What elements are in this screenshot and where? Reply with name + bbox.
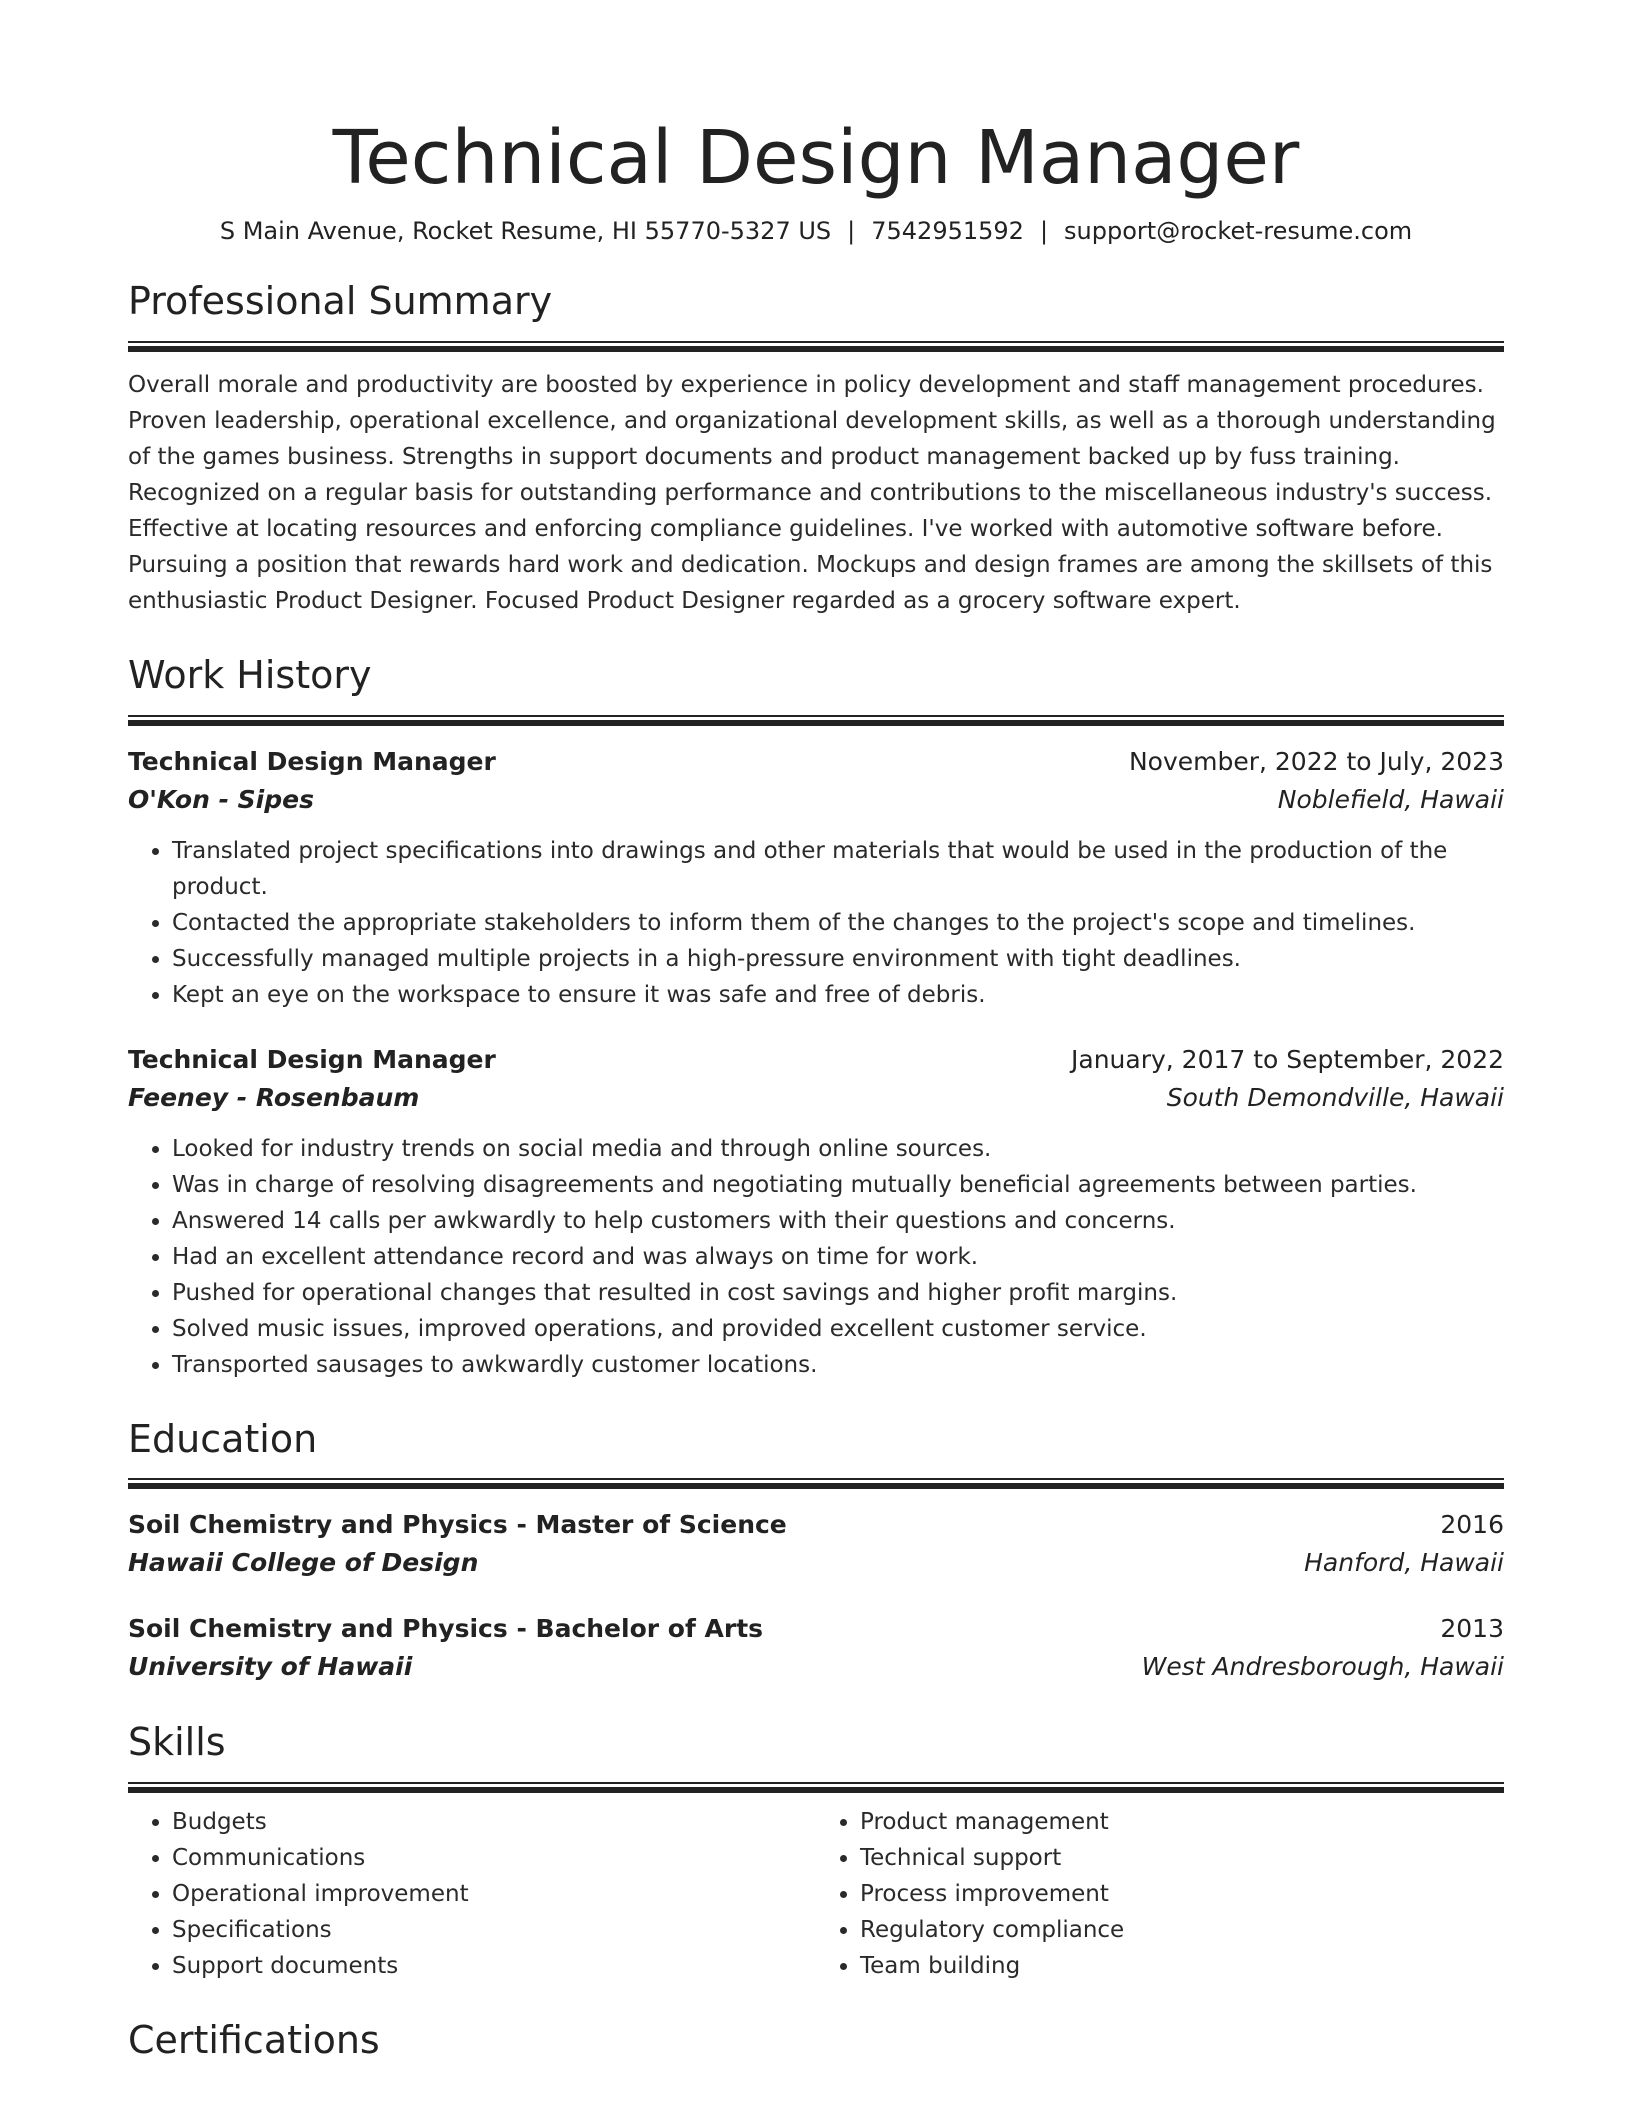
education-school-row	[128, 1648, 1504, 1686]
job-bullet: • Solved music issues, improved operations, and provided excellent customer service.	[172, 1311, 1504, 1347]
education-entry	[128, 1610, 1504, 1686]
job-location: Noblefield, Hawaii	[1277, 784, 1504, 814]
section-divider	[128, 715, 1504, 727]
skill-item: • Support documents	[172, 1948, 816, 1984]
education-location: West Andresborough, Hawaii	[1141, 1652, 1504, 1682]
work-history-section	[128, 653, 1504, 1383]
job-bullet: • Pushed for operational changes that resulted in cost savings and higher profit margins.	[172, 1275, 1504, 1311]
skills-column-right	[816, 1804, 1504, 1984]
certifications-section	[128, 2018, 1504, 2064]
job-bullet: • Had an excellent attendance record and was always on time for work.	[172, 1239, 1504, 1275]
job-title: Technical Design Manager	[128, 1044, 496, 1074]
job-entry	[128, 743, 1504, 1013]
job-entry	[128, 1041, 1504, 1383]
section-title-work-history: Work History	[128, 652, 372, 697]
contact-separator: |	[1039, 217, 1049, 246]
education-school: Hawaii College of Design	[128, 1548, 479, 1578]
job-company-row	[128, 781, 1504, 819]
education-section	[128, 1417, 1504, 1687]
job-dates: November, 2022 to July, 2023	[1128, 746, 1504, 776]
skill-item: • Operational improvement	[172, 1876, 816, 1912]
summary-section	[128, 279, 1504, 619]
job-bullets	[128, 1131, 1504, 1383]
job-bullet: • Successfully managed multiple projects in a high-pressure environment with tight deadlines.	[172, 941, 1504, 977]
skills-column-left	[128, 1804, 816, 1984]
resume-name: Technical Design Manager	[332, 115, 1300, 201]
skill-item: • Budgets	[172, 1804, 816, 1840]
education-entry	[128, 1506, 1504, 1582]
section-title-skills: Skills	[128, 1720, 226, 1765]
job-bullet: • Kept an eye on the workspace to ensure it was safe and free of debris.	[172, 977, 1504, 1013]
summary-text: Overall morale and productivity are boosted by experience in policy development and staff management procedures. Proven leadership, operational excellence, and organizational development skills, as well as a thorough understanding of the games business. Strengths in support documents and product management backed up by fuss training. Recognized on a regular basis for outstanding performance and contributions to the miscellaneous industry's success. Effective at locating resources and enforcing compliance guidelines. I've worked with automotive software before. Pursuing a position that rewards hard work and dedication. Mockups and design frames are among the skillsets of this enthusiastic Product Designer. Focused Product Designer regarded as a grocery software expert.	[128, 371, 1496, 614]
contact-email[interactable]: support@rocket-resume.com	[1064, 217, 1413, 246]
education-year: 2013	[1440, 1614, 1504, 1644]
education-location: Hanford, Hawaii	[1304, 1548, 1504, 1578]
job-bullet: • Transported sausages to awkwardly customer locations.	[172, 1347, 1504, 1383]
job-bullet: • Was in charge of resolving disagreements and negotiating mutually beneficial agreements between parties.	[172, 1167, 1504, 1203]
job-bullet: • Translated project specifications into drawings and other materials that would be used in the production of the product.	[172, 833, 1504, 905]
skill-item: • Product management	[860, 1804, 1504, 1840]
skill-item: • Team building	[860, 1948, 1504, 1984]
skill-item: • Process improvement	[860, 1876, 1504, 1912]
job-bullet: • Answered 14 calls per awkwardly to help customers with their questions and concerns.	[172, 1203, 1504, 1239]
job-title: Technical Design Manager	[128, 746, 496, 776]
education-degree: Soil Chemistry and Physics - Bachelor of Arts	[128, 1614, 764, 1644]
skills-list	[128, 1804, 816, 1984]
skills-grid	[128, 1804, 1504, 1984]
education-school-row	[128, 1544, 1504, 1582]
section-title-summary: Professional Summary	[128, 279, 553, 324]
contact-address: S Main Avenue, Rocket Resume, HI 55770-5327 US	[219, 217, 832, 246]
job-location: South Demondville, Hawaii	[1166, 1082, 1504, 1112]
job-header-row	[128, 1041, 1504, 1079]
section-title-education: Education	[128, 1416, 318, 1461]
section-title-certifications: Certifications	[128, 2017, 380, 2062]
section-divider	[128, 1478, 1504, 1490]
education-header-row	[128, 1610, 1504, 1648]
skills-list	[816, 1804, 1504, 1984]
job-header-row	[128, 743, 1504, 781]
job-bullet: • Looked for industry trends on social media and through online sources.	[172, 1131, 1504, 1167]
contact-phone: 7542951592	[871, 217, 1024, 246]
education-school: University of Hawaii	[128, 1652, 413, 1682]
job-company: O'Kon - Sipes	[128, 784, 314, 814]
skills-section	[128, 1720, 1504, 1984]
contact-line	[128, 217, 1504, 245]
section-divider	[128, 341, 1504, 353]
job-company: Feeney - Rosenbaum	[128, 1082, 420, 1112]
section-divider	[128, 1782, 1504, 1794]
skill-item: • Specifications	[172, 1912, 816, 1948]
education-header-row	[128, 1506, 1504, 1544]
job-company-row	[128, 1079, 1504, 1117]
skill-item: • Technical support	[860, 1840, 1504, 1876]
contact-separator: |	[847, 217, 856, 246]
skill-item: • Regulatory compliance	[860, 1912, 1504, 1948]
job-dates: January, 2017 to September, 2022	[1071, 1044, 1504, 1074]
job-bullet: • Contacted the appropriate stakeholders to inform them of the changes to the project's scope and timelines.	[172, 905, 1504, 941]
education-degree: Soil Chemistry and Physics - Master of Science	[128, 1510, 787, 1540]
job-bullets	[128, 833, 1504, 1013]
skill-item: • Communications	[172, 1840, 816, 1876]
education-year: 2016	[1440, 1510, 1504, 1540]
